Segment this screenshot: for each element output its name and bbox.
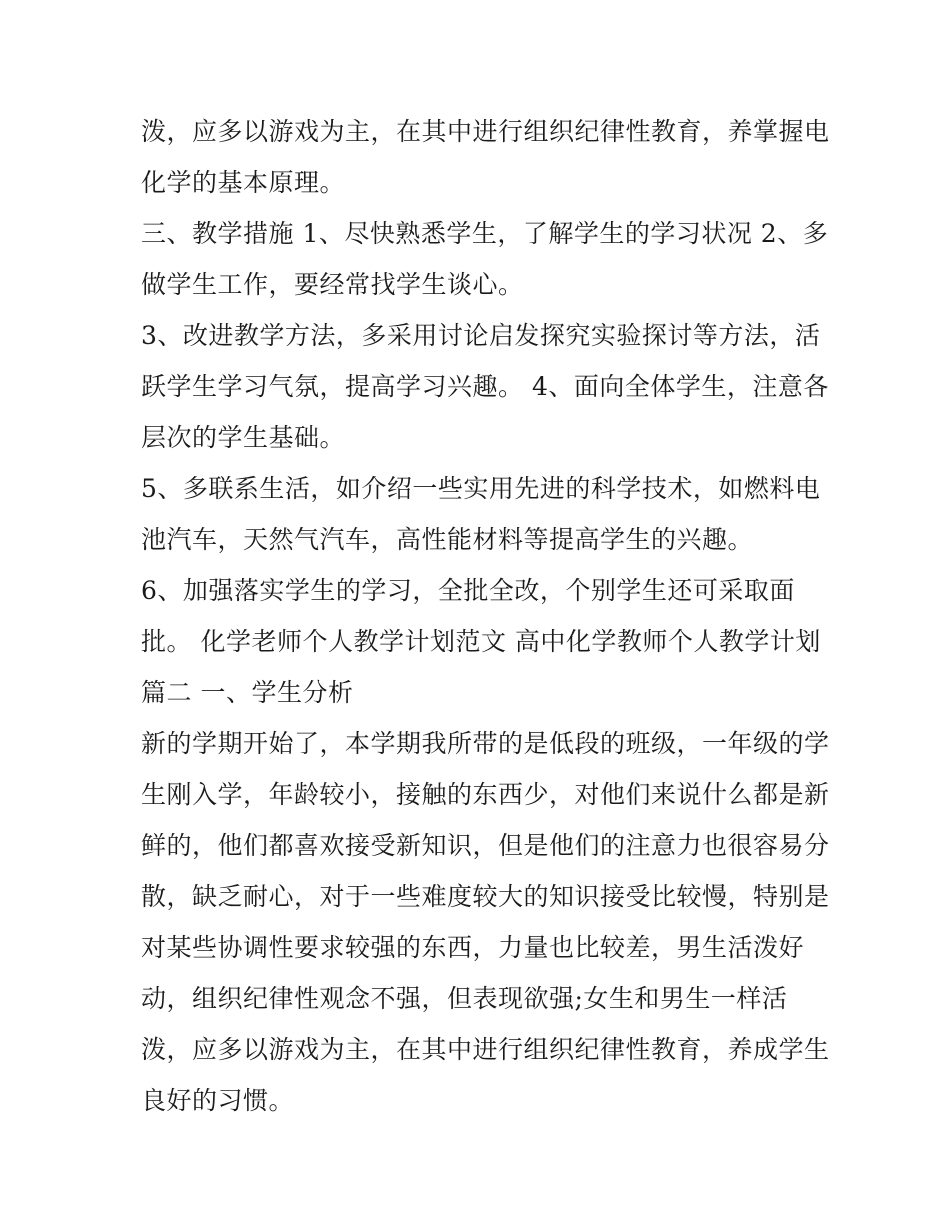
text-line: 良好的习惯。 bbox=[141, 1086, 295, 1115]
text-line: 动，组织纪律性观念不强，但表现欲强;女生和男生一样活 bbox=[141, 984, 788, 1013]
text-line: 批。 化学老师个人教学计划范文 高中化学教师个人教学计划 bbox=[141, 627, 821, 656]
text-line: 三、教学措施 1、尽快熟悉学生，了解学生的学习状况 2、多 bbox=[141, 219, 829, 248]
text-line: 新的学期开始了，本学期我所带的是低段的班级，一年级的学 bbox=[141, 729, 830, 758]
text-line: 散，缺乏耐心，对于一些难度较大的知识接受比较慢，特别是 bbox=[141, 882, 830, 911]
text-line: 层次的学生基础。 bbox=[141, 423, 346, 452]
text-line: 泼，应多以游戏为主，在其中进行组织纪律性教育，养掌握电 bbox=[141, 117, 830, 146]
text-line: 泼，应多以游戏为主，在其中进行组织纪律性教育，养成学生 bbox=[141, 1035, 830, 1064]
text-line: 化学的基本原理。 bbox=[141, 168, 346, 197]
text-line: 做学生工作，要经常找学生谈心。 bbox=[141, 270, 524, 299]
text-line: 跃学生学习气氛，提高学习兴趣。 4、面向全体学生，注意各 bbox=[141, 372, 829, 401]
text-line: 鲜的，他们都喜欢接受新知识，但是他们的注意力也很容易分 bbox=[141, 831, 830, 860]
text-line: 3、改进教学方法，多采用讨论启发探究实验探讨等方法，活 bbox=[141, 321, 821, 350]
body-text bbox=[141, 110, 830, 1130]
text-line: 池汽车，天然气汽车，高性能材料等提高学生的兴趣。 bbox=[141, 525, 754, 554]
text-line: 6、加强落实学生的学习，全批全改，个别学生还可采取面 bbox=[141, 576, 795, 605]
text-line: 5、多联系生活，如介绍一些实用先进的科学技术，如燃料电 bbox=[141, 474, 821, 503]
text-line: 篇二 一、学生分析 bbox=[141, 678, 354, 707]
text-line: 生刚入学，年龄较小，接触的东西少，对他们来说什么都是新 bbox=[141, 780, 830, 809]
text-line: 对某些协调性要求较强的东西，力量也比较差，男生活泼好 bbox=[141, 933, 805, 962]
